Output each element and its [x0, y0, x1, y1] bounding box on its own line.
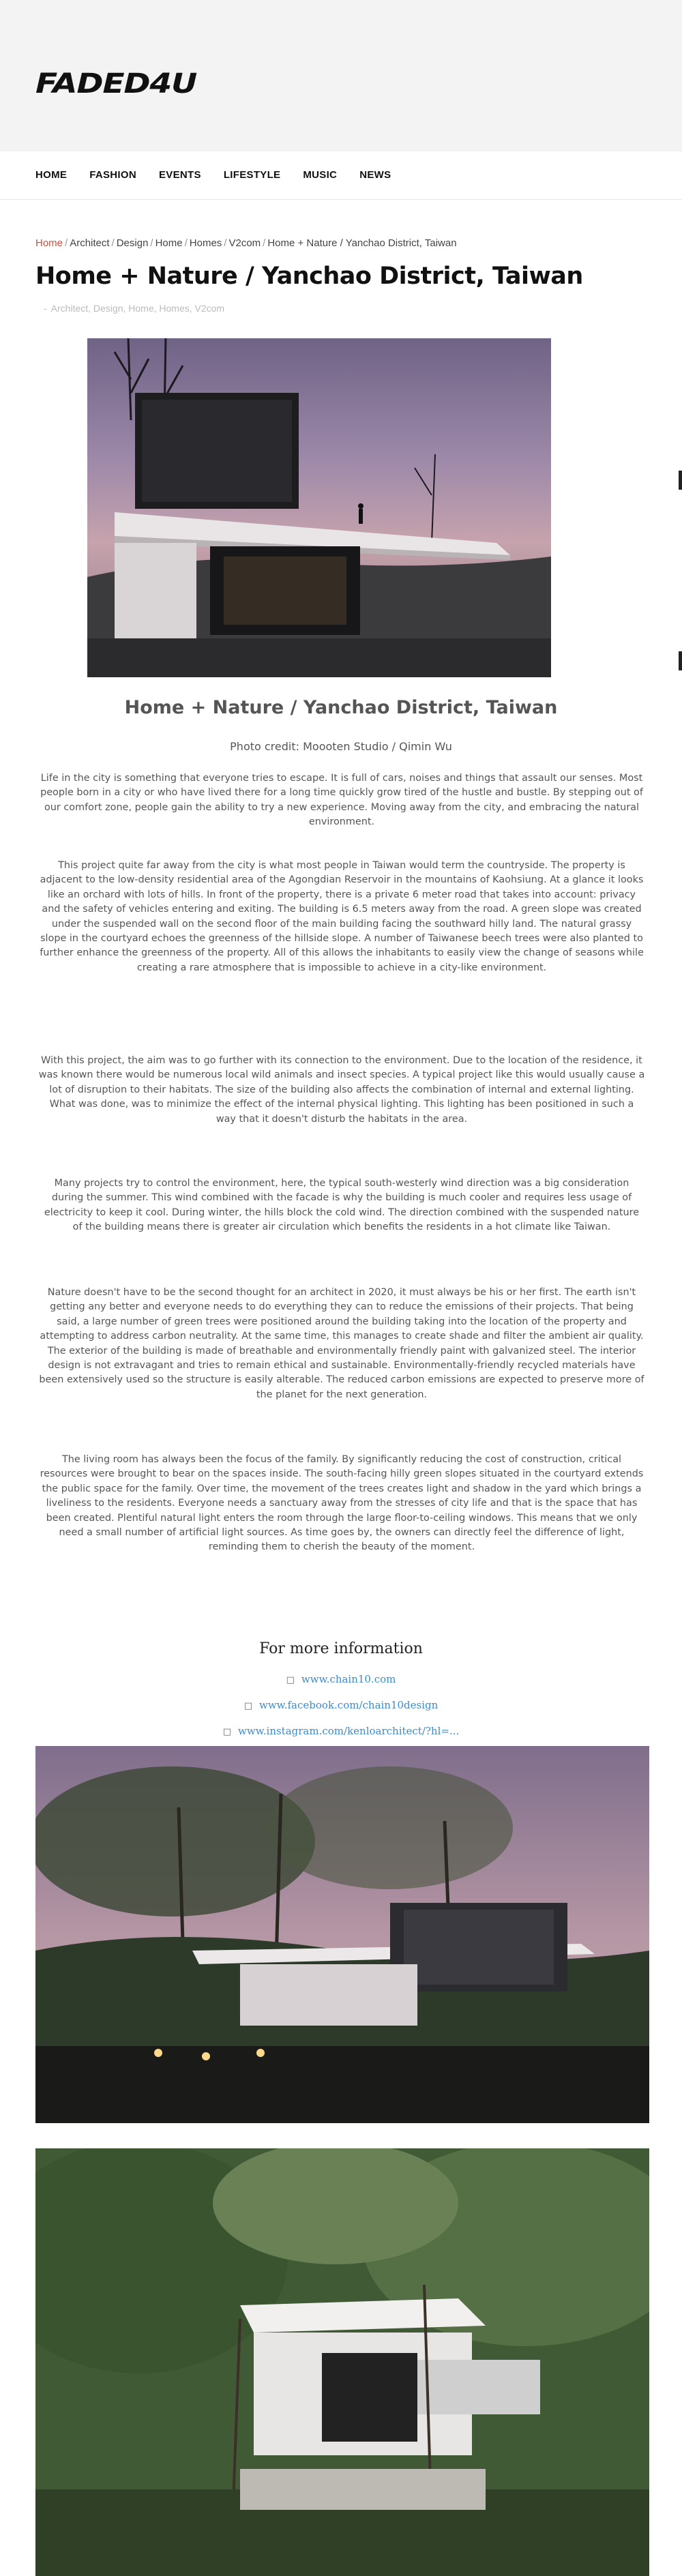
breadcrumb-v2com[interactable]: V2com: [228, 237, 261, 249]
breadcrumb-homes[interactable]: Homes: [189, 237, 222, 249]
globe-icon: □: [286, 1675, 295, 1685]
nav-item-music[interactable]: MUSIC: [303, 169, 338, 181]
instagram-icon: □: [222, 1727, 232, 1737]
hero-image: [87, 338, 551, 677]
article-paragraph-4: Many projects try to control the environment, here, the typical south-westerly wind direction was a big consideration during the summer. This wind combined with the facade is why the building is much cooler and requires less usage of electricity to keep it cool. During winter, the hills block the cold wind. The direction combined with the suspended nature of the building means there is greater air circulation which benefits the residents in a hot climate like Taiwan.: [44, 1178, 640, 1233]
breadcrumb-home-category[interactable]: Home: [155, 237, 183, 249]
scroll-edge-mark: [679, 651, 682, 670]
page-title: Home + Nature / Yanchao District, Taiwan: [35, 263, 583, 290]
breadcrumb-home[interactable]: Home: [35, 237, 63, 249]
tags-prefix: -: [44, 303, 47, 314]
breadcrumb-separator: /: [65, 237, 68, 249]
article-paragraph-3: With this project, the aim was to go further with its connection to the environment. Due to the location of the residence, it was known there would be numerous local wild animals and insect species. A typical project like this would usually cause a lot of disruption to their habitats. The size of the building also affects the combination of internal and external lighting. What was done, was to minimize the effect of the internal physical lighting. This lighting has been positioned in such a way that it doesn't disturb the habitats in the area.: [38, 1055, 645, 1125]
site-logo[interactable]: FADED4U: [35, 68, 197, 100]
breadcrumb-separator: /: [224, 237, 227, 249]
breadcrumb-current: Home + Nature / Yanchao District, Taiwan: [267, 237, 457, 249]
nav-item-fashion[interactable]: FASHION: [89, 169, 136, 181]
article-subtitle: Home + Nature / Yanchao District, Taiwan: [124, 697, 558, 718]
breadcrumb-separator: /: [150, 237, 153, 249]
instagram-link[interactable]: [0, 1719, 682, 1745]
instagram-link-text[interactable]: www.instagram.com/kenloarchitect/?hl=...: [238, 1725, 460, 1737]
breadcrumb-separator: /: [184, 237, 188, 249]
article-paragraph-2: This project quite far away from the city is what most people in Taiwan would term the countryside. The property is adjacent to the low-density residential area of the Agongdian Reservoir in the mountains of Kaohsiung. At a glance it looks like an orchard with lots of hills. In front of the property, there is a private 6 meter road that takes into account: privacy and the safety of vehicles entering and exiting. The building is 6.5 meters away from the road. A green slope was created under the suspended wall on the second floor of the main building facing the southward hilly land. The natural grassy slope in the courtyard echoes the greenness of the hillside slope. A number of Taiwanese beech trees were also planted to further enhance the greenness of the property. All of this allows the inhabitants to easily view the change of seasons while creating a rare atmosphere that is impossible to achieve in a city-like environment.: [40, 860, 644, 973]
more-info-heading: For more information: [259, 1640, 423, 1657]
website-link[interactable]: [0, 1667, 682, 1693]
main-navigation: [0, 151, 682, 200]
breadcrumb-separator: /: [111, 237, 115, 249]
gallery-photo-1: [35, 1746, 649, 2123]
facebook-link-text[interactable]: www.facebook.com/chain10design: [259, 1699, 439, 1711]
scroll-edge-mark: [679, 471, 682, 490]
facebook-link[interactable]: [0, 1693, 682, 1719]
breadcrumb-design[interactable]: Design: [116, 237, 149, 249]
nav-item-home[interactable]: HOME: [35, 169, 68, 181]
breadcrumb-separator: /: [263, 237, 266, 249]
website-link-text[interactable]: www.chain10.com: [301, 1673, 396, 1685]
article-paragraph-6: The living room has always been the focus of the family. By significantly reducing the cost of construction, critical resources were brought to bear on the spaces inside. The south-facing hilly green slopes situated in the courtyard extends the public space for the family. Over time, the movement of the trees creates light and shadow in the yard which brings a liveliness to the residents. Everyone needs a sanctuary away from the stresses of city life and that is the space that has been created. Plentiful natural light enters the room through the large floor-to-ceiling windows. This means that we only need a small number of artificial light sources. As time goes by, the owners can directly feel the difference of light, reminding them to cherish the beauty of the moment.: [40, 1454, 644, 1553]
gallery-photo-2: [35, 2148, 649, 2576]
nav-item-events[interactable]: EVENTS: [158, 169, 201, 181]
breadcrumb: [35, 237, 457, 249]
article-paragraph-1: Life in the city is something that everyone tries to escape. It is full of cars, noises and things that assault our senses. Most people born in a city or who have lived there for a long time quickly grow tired of the hustle and bustle. By stepping out of our comfort zone, people gain the ability to try a new experience. Moving away from the city, and embracing the natural environment.: [40, 773, 643, 828]
post-tags: [44, 303, 224, 314]
more-info-links: [0, 1667, 682, 1745]
nav-item-lifestyle[interactable]: LIFESTYLE: [223, 169, 281, 181]
breadcrumb-architect[interactable]: Architect: [70, 237, 110, 249]
article-paragraph-5: Nature doesn't have to be the second thought for an architect in 2020, it must always be his or her first. The earth isn't getting any better and everyone needs to do everything they can to reduce the emissions of their projects. That being said, a large number of green trees were positioned around the building taking into the location of the property and attempting to address carbon neutrality. At the same time, this manages to create shade and filter the ambient air quality. The exterior of the building is made of breathable and environmentally friendly paint with galvanized steel. The interior design is not extravagant and tries to remain ethical and sustainable. Environmentally-friendly recycled materials have been extensively used so the structure is easily alterable. The reduced carbon emissions are expected to preserve more of the planet for the next generation.: [39, 1287, 644, 1400]
photo-credit: Photo credit: Moooten Studio / Qimin Wu: [230, 740, 452, 753]
nav-item-news[interactable]: NEWS: [359, 169, 391, 181]
tags-list[interactable]: Architect, Design, Home, Homes, V2com: [50, 303, 225, 314]
facebook-icon: □: [243, 1701, 252, 1711]
